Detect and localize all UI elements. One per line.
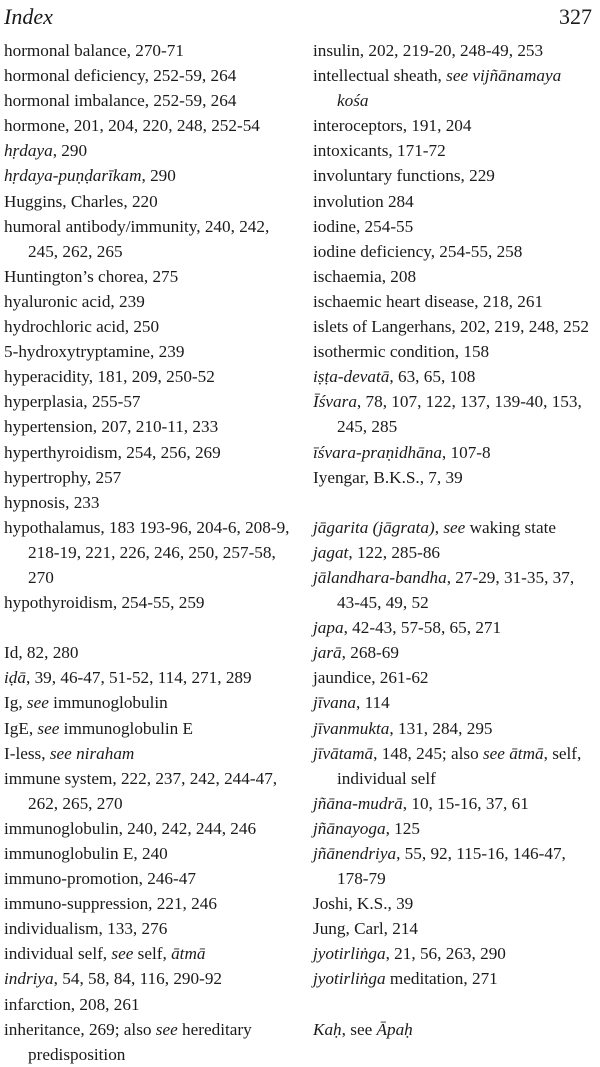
index-entry-text: , 125 bbox=[385, 818, 420, 838]
index-entry-text: jīvana bbox=[313, 693, 356, 713]
index-entry-text: īśvara-praṇidhāna bbox=[313, 442, 442, 462]
index-entry-text: Āpaḥ bbox=[376, 1019, 413, 1039]
index-entry-text: islets of Langerhans, 202, 219, 248, 252 bbox=[313, 317, 589, 337]
index-entry bbox=[4, 590, 290, 615]
index-entry-text: jagat bbox=[313, 542, 349, 562]
index-entry bbox=[313, 716, 595, 741]
letter-group-gap bbox=[313, 490, 595, 515]
index-entry bbox=[313, 966, 595, 991]
index-entry-text: Iyengar, B.K.S., 7, 39 bbox=[313, 467, 463, 487]
index-entry-text: hypnosis, 233 bbox=[4, 492, 100, 512]
page-number: 327 bbox=[559, 4, 592, 29]
index-entry-text: hypothalamus, 183 193-96, 204-6, 208-9, 218-19, 221, 226, 246, 250, 257-58, 270 bbox=[4, 517, 290, 587]
index-entry bbox=[4, 214, 290, 264]
index-entry-text: 5-hydroxytryptamine, 239 bbox=[4, 342, 185, 362]
index-entry bbox=[313, 264, 595, 289]
index-entry-text: , 268-69 bbox=[341, 643, 399, 663]
index-entry-text: , see bbox=[341, 1019, 377, 1039]
index-entry-text: , bbox=[434, 517, 444, 537]
index-entry bbox=[4, 741, 290, 766]
index-entry-text: iodine deficiency, 254-55, 258 bbox=[313, 241, 523, 261]
index-entry bbox=[4, 264, 290, 289]
index-entry-text: , 27-29, 31-35, 37, 43-45, 49, 52 bbox=[337, 567, 575, 613]
index-entry-text: , self, individual self bbox=[337, 743, 582, 788]
index-entry-text: iḍā bbox=[4, 668, 26, 688]
index-entry-text: jarā bbox=[313, 643, 342, 663]
index-entry-text: immuno-promotion, 246-47 bbox=[4, 869, 196, 889]
index-entry-text: , 55, 92, 115-16, 146-47, 178-79 bbox=[337, 844, 566, 889]
index-entry-text: see bbox=[155, 1019, 178, 1039]
index-entry-text: Ig, bbox=[4, 693, 27, 713]
index-entry-text: jyotirliṅga bbox=[313, 944, 386, 964]
index-entry bbox=[313, 440, 595, 465]
index-entry-text: isothermic condition, 158 bbox=[313, 342, 490, 362]
index-entry bbox=[4, 465, 290, 490]
index-entry bbox=[313, 891, 595, 916]
index-entry-text: Kaḥ bbox=[313, 1019, 342, 1039]
index-entry bbox=[313, 314, 595, 339]
index-column-right bbox=[313, 38, 595, 1042]
index-entry-text: , 114 bbox=[355, 693, 390, 713]
index-entry bbox=[4, 640, 290, 665]
index-entry-text: , 122, 285-86 bbox=[348, 542, 441, 562]
index-entry-text: hyperacidity, 181, 209, 250-52 bbox=[4, 367, 215, 387]
index-entry bbox=[4, 138, 290, 163]
index-entry-text: immunoglobulin, 240, 242, 244, 246 bbox=[4, 818, 257, 838]
index-entry bbox=[4, 992, 290, 1017]
index-entry bbox=[313, 138, 595, 163]
index-entry-text: ischaemia, 208 bbox=[313, 266, 417, 286]
running-head: Index bbox=[4, 4, 53, 29]
index-entry bbox=[4, 515, 290, 590]
index-entry bbox=[4, 113, 290, 138]
index-entry-text: intoxicants, 171-72 bbox=[313, 141, 446, 161]
index-entry-text: hṛdaya-puṇḍarīkam bbox=[4, 166, 142, 186]
index-entry-text: , 21, 56, 263, 290 bbox=[385, 944, 506, 964]
index-entry bbox=[4, 866, 290, 891]
index-entry-text: Huggins, Charles, 220 bbox=[4, 191, 158, 211]
index-entry-text: interoceptors, 191, 204 bbox=[313, 116, 472, 136]
index-entry bbox=[313, 841, 595, 891]
index-entry bbox=[313, 665, 595, 690]
index-entry-text: hormonal deficiency, 252-59, 264 bbox=[4, 66, 237, 86]
index-column-left bbox=[4, 38, 290, 1067]
index-entry-text: jñānayoga bbox=[313, 818, 386, 838]
index-entry-text: I-less, bbox=[4, 743, 50, 763]
index-entry-text: hydrochloric acid, 250 bbox=[4, 317, 160, 337]
index-entry-text: meditation, 271 bbox=[385, 969, 498, 989]
index-entry bbox=[313, 163, 595, 188]
index-entry bbox=[313, 239, 595, 264]
index-entry-text: individual self, bbox=[4, 944, 112, 964]
index-entry bbox=[313, 791, 595, 816]
index-entry bbox=[313, 63, 595, 113]
index-entry-text: Jung, Carl, 214 bbox=[313, 919, 419, 939]
index-entry-text: hypothyroidism, 254-55, 259 bbox=[4, 593, 205, 613]
index-entry bbox=[4, 414, 290, 439]
index-entry bbox=[4, 63, 290, 88]
index-entry bbox=[313, 339, 595, 364]
page-header bbox=[0, 0, 600, 36]
index-entry-text: japa bbox=[313, 618, 344, 638]
index-entry bbox=[4, 38, 290, 63]
index-entry bbox=[4, 941, 290, 966]
index-entry-text: jaundice, 261-62 bbox=[313, 668, 429, 688]
index-entry bbox=[313, 113, 595, 138]
index-entry-text: hyaluronic acid, 239 bbox=[4, 291, 145, 311]
index-entry bbox=[4, 389, 290, 414]
index-entry-text: indriya bbox=[4, 969, 54, 989]
index-entry bbox=[313, 289, 595, 314]
index-entry bbox=[4, 189, 290, 214]
index-entry-text: hypertension, 207, 210-11, 233 bbox=[4, 417, 219, 437]
index-entry-text: jīvanmukta bbox=[313, 718, 390, 738]
index-entry-text: immuno-suppression, 221, 246 bbox=[4, 894, 217, 914]
index-entry bbox=[4, 163, 290, 188]
index-entry bbox=[313, 941, 595, 966]
index-entry-text: , 39, 46-47, 51-52, 114, 271, 289 bbox=[25, 668, 252, 688]
index-entry-text: , 131, 284, 295 bbox=[389, 718, 493, 738]
index-entry-text: see vijñānamaya kośa bbox=[337, 66, 562, 111]
index-entry-text: jñāna-mudrā bbox=[313, 793, 403, 813]
index-entry bbox=[4, 490, 290, 515]
index-entry bbox=[313, 515, 595, 540]
index-entry-text: insulin, 202, 219-20, 248-49, 253 bbox=[313, 41, 544, 60]
index-entry-text: jāgarita (jāgrata) bbox=[313, 517, 435, 537]
index-entry-text: hypertrophy, 257 bbox=[4, 467, 122, 487]
index-entry-text: ischaemic heart disease, 218, 261 bbox=[313, 291, 544, 311]
index-entry-text: inheritance, 269; also bbox=[4, 1019, 156, 1039]
index-entry-text: hormone, 201, 204, 220, 248, 252-54 bbox=[4, 116, 260, 136]
index-entry bbox=[4, 841, 290, 866]
index-entry bbox=[4, 665, 290, 690]
index-entry bbox=[313, 465, 595, 490]
index-entry-text: infarction, 208, 261 bbox=[4, 994, 140, 1014]
index-entry-text: , 10, 15-16, 37, 61 bbox=[402, 793, 529, 813]
index-entry-text: jñānendriya bbox=[313, 844, 397, 863]
index-entry-text: iṣṭa-devatā bbox=[313, 367, 390, 387]
index-entry bbox=[313, 189, 595, 214]
index-entry-text: waking state bbox=[465, 517, 556, 537]
index-entry-text: self, bbox=[133, 944, 172, 964]
index-entry bbox=[4, 440, 290, 465]
letter-group-gap bbox=[313, 992, 595, 1017]
index-entry-text: hyperthyroidism, 254, 256, 269 bbox=[4, 442, 221, 462]
index-entry-text: , 148, 245; also bbox=[373, 743, 483, 763]
index-entry-text: involution 284 bbox=[313, 191, 414, 211]
index-entry-text: hormonal balance, 270-71 bbox=[4, 41, 184, 60]
index-entry bbox=[4, 88, 290, 113]
index-entry-text: hyperplasia, 255-57 bbox=[4, 392, 141, 412]
index-entry bbox=[313, 741, 595, 791]
index-entry-text: individualism, 133, 276 bbox=[4, 919, 168, 939]
index-entry bbox=[4, 314, 290, 339]
index-entry-text: see ātmā bbox=[482, 743, 544, 763]
index-entry-text: iodine, 254-55 bbox=[313, 216, 414, 236]
index-entry-text: Id, 82, 280 bbox=[4, 643, 79, 663]
index-entry bbox=[313, 540, 595, 565]
index-entry-text: see bbox=[37, 718, 60, 738]
index-entry-text: jyotirliṅga bbox=[313, 969, 386, 989]
index-entry-text: immune system, 222, 237, 242, 244-47, 262, 265, 270 bbox=[4, 768, 278, 813]
index-entry-text: humoral antibody/immunity, 240, 242, 245, 262, 265 bbox=[4, 216, 270, 261]
index-entry-text: see bbox=[26, 693, 49, 713]
index-entry bbox=[313, 640, 595, 665]
index-entry bbox=[4, 364, 290, 389]
index-entry bbox=[4, 816, 290, 841]
index-entry-text: ātmā bbox=[171, 944, 206, 964]
index-entry bbox=[4, 1017, 290, 1067]
index-entry bbox=[4, 916, 290, 941]
index-entry-text: Huntington’s chorea, 275 bbox=[4, 266, 179, 286]
index-entry bbox=[4, 891, 290, 916]
index-entry bbox=[313, 38, 595, 63]
index-entry-text: jālandhara-bandha bbox=[313, 567, 447, 587]
index-entry bbox=[313, 389, 595, 439]
index-entry-text: , 290 bbox=[52, 141, 88, 161]
index-entry-text: , 63, 65, 108 bbox=[389, 367, 476, 387]
index-entry-text: IgE, bbox=[4, 718, 38, 738]
index-entry-text: , 42-43, 57-58, 65, 271 bbox=[343, 618, 502, 638]
index-entry-text: hereditary predisposition bbox=[28, 1019, 252, 1064]
index-entry bbox=[4, 289, 290, 314]
index-entry bbox=[313, 565, 595, 615]
index-entry bbox=[313, 1017, 595, 1042]
index-entry-text: , 78, 107, 122, 137, 139-40, 153, 245, 285 bbox=[337, 392, 582, 437]
index-entry-text: hṛdaya bbox=[4, 141, 53, 161]
index-entry bbox=[4, 966, 290, 991]
index-entry-text: immunoglobulin E, 240 bbox=[4, 844, 168, 863]
index-entry-text: , 54, 58, 84, 116, 290-92 bbox=[53, 969, 223, 989]
index-entry-text: involuntary functions, 229 bbox=[313, 166, 495, 186]
index-entry-text: see niraham bbox=[49, 743, 135, 763]
index-entry-text: Joshi, K.S., 39 bbox=[313, 894, 414, 914]
index-entry bbox=[4, 766, 290, 816]
index-entry-text: see bbox=[111, 944, 134, 964]
index-entry-text: , 290 bbox=[141, 166, 176, 186]
index-entry bbox=[313, 615, 595, 640]
index-entry bbox=[313, 690, 595, 715]
index-entry bbox=[313, 214, 595, 239]
letter-group-gap bbox=[4, 615, 290, 640]
index-entry-text: Īśvara bbox=[313, 392, 357, 412]
index-entry bbox=[313, 916, 595, 941]
index-entry bbox=[313, 816, 595, 841]
index-entry-text: see bbox=[443, 517, 466, 537]
index-entry-text: immunoglobulin E bbox=[59, 718, 194, 738]
index-entry-text: hormonal imbalance, 252-59, 264 bbox=[4, 91, 237, 111]
index-entry bbox=[4, 339, 290, 364]
index-entry-text: immunoglobulin bbox=[48, 693, 168, 713]
index-entry-text: , 107-8 bbox=[441, 442, 491, 462]
index-entry-text: intellectual sheath, bbox=[313, 66, 447, 86]
index-entry bbox=[4, 716, 290, 741]
index-entry-text: jīvātamā bbox=[313, 743, 374, 763]
index-entry bbox=[4, 690, 290, 715]
index-entry bbox=[313, 364, 595, 389]
